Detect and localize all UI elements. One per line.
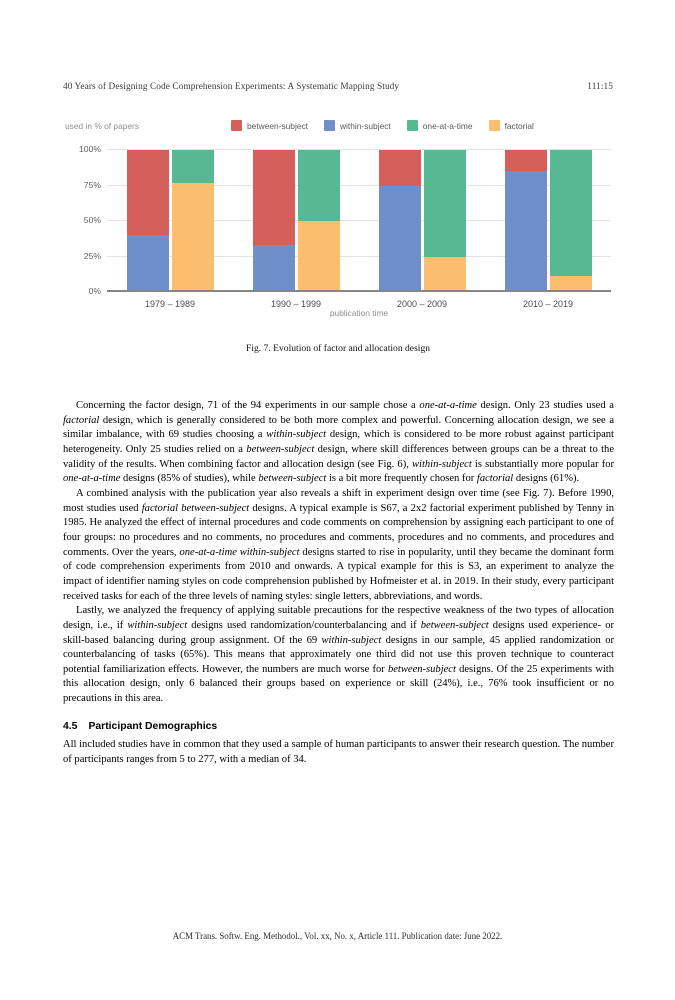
legend-item-within-subject bbox=[324, 120, 391, 131]
x-axis-title: publication time bbox=[329, 308, 389, 318]
stacked-bar-factor[interactable] bbox=[298, 150, 340, 292]
x-axis-tick: 2010 – 2019 bbox=[522, 299, 574, 309]
x-axis-line bbox=[107, 290, 611, 292]
x-axis-tick: 2000 – 2009 bbox=[396, 299, 448, 309]
figure-caption-text: Evolution of factor and allocation design bbox=[273, 343, 431, 354]
paragraph-factor-design: Concerning the factor design, 71 of the 94 experiments in our sample chose a one-at-a-time design. Only 23 studies used a factorial design, which is generally considered to be both more complex and powerful. Concerning allocation design, we see a similar imbalance, with 69 studies choosing a within-subject design, which is considered to be more robust against participant heterogeneity. Only 25 studies relied on a between-subject design, where skill differences between groups can be a threat to the validity of the results. When combining factor and allocation design (see Fig. 6), within-subject is substantially more popular for one-at-a-time designs (85% of studies), while between-subject is a bit more frequently chosen for factorial designs (61%). bbox=[63, 400, 615, 485]
bar-group bbox=[107, 150, 233, 309]
legend-label: one-at-a-time bbox=[422, 120, 473, 131]
page-footer: ACM Trans. Softw. Eng. Methodol., Vol. xx, No. x, Article 111. Publication date: June 2022. bbox=[172, 931, 503, 941]
plot-area bbox=[79, 144, 611, 309]
bar-segment-between-subject[interactable] bbox=[127, 150, 169, 235]
bar-segment-between-subject[interactable] bbox=[505, 150, 547, 171]
paragraph-demographics: All included studies have in common that they used a sample of human participants to answer their research question. The number of participants ranges from 5 to 277, with a median of 34. bbox=[63, 739, 614, 766]
legend-swatch-icon bbox=[231, 120, 242, 131]
running-head bbox=[63, 82, 613, 92]
section-title: Participant Demographics bbox=[88, 720, 218, 732]
y-axis-tick: 100% bbox=[79, 144, 101, 154]
bar-segment-within-subject[interactable] bbox=[127, 235, 169, 292]
bar-segment-factorial[interactable] bbox=[298, 221, 340, 292]
chart-legend-row bbox=[63, 118, 613, 140]
bar-segment-within-subject[interactable] bbox=[379, 186, 421, 293]
bar-groups bbox=[107, 150, 611, 309]
x-axis-tick: 1990 – 1999 bbox=[270, 299, 322, 309]
stacked-bar-allocation[interactable] bbox=[127, 150, 169, 292]
figure-caption-number: Fig. 7. bbox=[245, 343, 271, 354]
y-axis-tick: 0% bbox=[88, 286, 101, 296]
bar-segment-between-subject[interactable] bbox=[379, 150, 421, 186]
legend-item-one-at-a-time bbox=[407, 120, 473, 131]
section-number: 4.5 bbox=[63, 720, 78, 732]
bar-group bbox=[485, 150, 611, 309]
legend-label: between-subject bbox=[247, 120, 308, 131]
bar-segment-one-at-a-time[interactable] bbox=[298, 150, 340, 221]
legend-item-factorial bbox=[489, 120, 534, 131]
stacked-bar-factor[interactable] bbox=[550, 150, 592, 292]
body-text bbox=[63, 399, 614, 768]
bar-segment-within-subject[interactable] bbox=[505, 171, 547, 292]
bar-segment-factorial[interactable] bbox=[424, 257, 466, 293]
legend-swatch-icon bbox=[407, 120, 418, 131]
chart-plot bbox=[63, 142, 613, 317]
figure-caption bbox=[63, 343, 613, 354]
legend-swatch-icon bbox=[324, 120, 335, 131]
bar-segment-between-subject[interactable] bbox=[253, 150, 295, 245]
bar-segment-one-at-a-time[interactable] bbox=[424, 150, 466, 257]
legend-label: factorial bbox=[504, 120, 534, 131]
chart-legend bbox=[231, 120, 534, 131]
bar-segment-within-subject[interactable] bbox=[253, 245, 295, 292]
bar-segment-one-at-a-time[interactable] bbox=[172, 150, 214, 183]
stacked-bar-factor[interactable] bbox=[172, 150, 214, 292]
section-heading-4-5 bbox=[63, 720, 614, 735]
y-axis-tick: 50% bbox=[83, 215, 101, 225]
page-folio: 111:15 bbox=[587, 82, 613, 92]
stacked-bar-allocation[interactable] bbox=[253, 150, 295, 292]
legend-item-between-subject bbox=[231, 120, 308, 131]
y-axis-title: used in % of papers bbox=[65, 121, 140, 131]
figure-7 bbox=[63, 118, 613, 354]
y-axis-tick: 25% bbox=[83, 250, 101, 261]
bar-group bbox=[233, 150, 359, 309]
x-axis-tick: 1979 – 1989 bbox=[144, 299, 196, 309]
running-head-title: 40 Years of Designing Code Comprehension Experiments: A Systematic Mapping Study bbox=[63, 82, 400, 92]
paragraph-precautions: Lastly, we analyzed the frequency of applying suitable precautions for the respective weakness of the two types of allocation design, i.e., if within-subject designs used randomization/counterbalancing and if between-subject designs used experience- or skill-based balancing during group assignment. Of the 69 within-subject designs in our sample, 45 applied randomization or counterbalancing of tasks (65%). This means that approximately one third did not use this proven technique to counteract potential familiarization effects. However, the numbers are much worse for between-subject designs. Of the 25 experiments with this allocation design, only 6 balanced their groups based on experience or skill (24%), i.e., 76% took insufficient or no precautions in this area. bbox=[63, 605, 614, 705]
bar-segment-one-at-a-time[interactable] bbox=[550, 150, 592, 276]
legend-label: within-subject bbox=[340, 120, 391, 131]
legend-swatch-icon bbox=[489, 120, 500, 131]
bar-segment-factorial[interactable] bbox=[172, 183, 214, 292]
stacked-bar-allocation[interactable] bbox=[505, 150, 547, 292]
stacked-bar-factor[interactable] bbox=[424, 150, 466, 292]
bar-group bbox=[359, 150, 485, 309]
y-axis-tick: 75% bbox=[83, 179, 101, 190]
paragraph-combined-analysis: A combined analysis with the publication year also reveals a shift in experiment design over time (see Fig. 7). Before 1990, most studies used factorial between-subject designs. A typical example is S67, a 2x2 factorial experiment published by Tenny in 1985. He analyzed the effect of internal procedures and code comments on comprehension by assigning each participant to one of four groups: no procedures and no comments, no procedures and comments, procedures and no comments, and procedures and comments. Over the years, one-at-a-time within-subject designs started to rise in popularity, until they became the dominant form of code comprehension experiments from 2010 and onwards. A typical example for this is S3, an experiment to analyze the impact of identifier naming styles on code comprehension published by Hofmeister et al. in 2019. In their study, every participant received tasks for each of the three levels of naming styles: single letters, abbreviations, and words. bbox=[63, 487, 615, 602]
stacked-bar-allocation[interactable] bbox=[379, 150, 421, 292]
